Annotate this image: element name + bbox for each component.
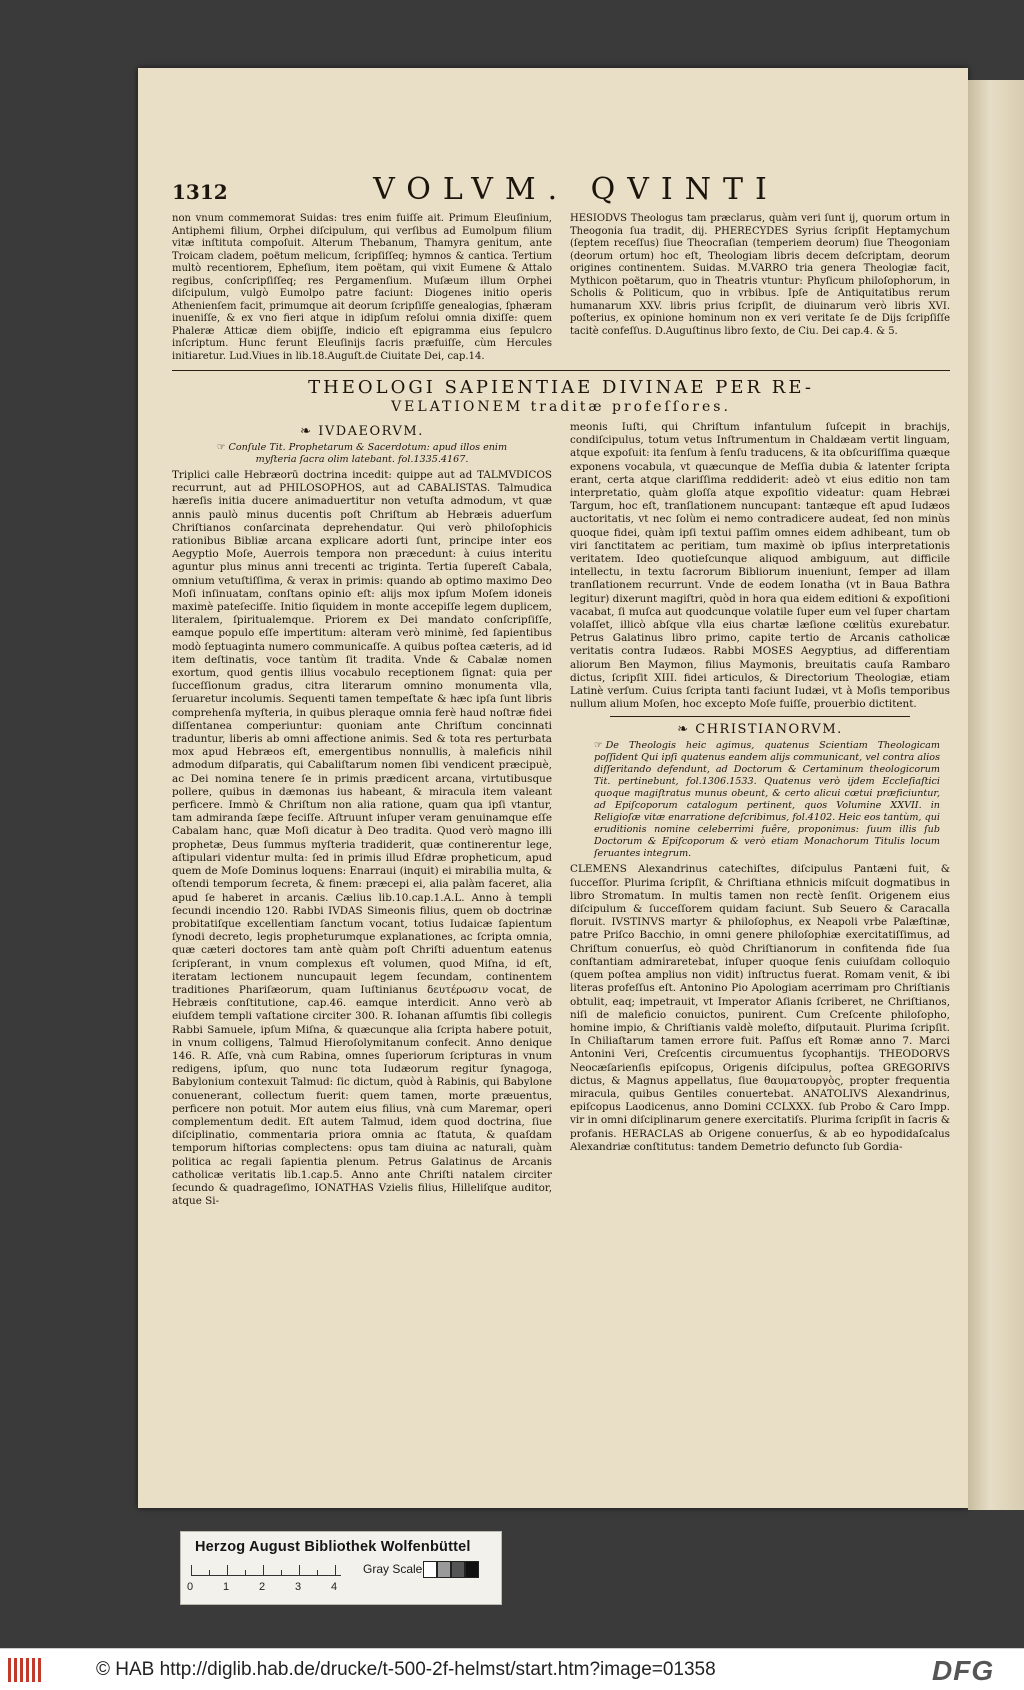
ruler-tick	[209, 1570, 210, 1575]
short-divider	[610, 716, 910, 717]
viewer-footer	[0, 1648, 1024, 1690]
right-column	[570, 421, 950, 1209]
main-heading-sub: VELATIONEM traditæ profeſſores.	[391, 399, 731, 415]
page-content	[172, 172, 950, 1209]
ruler-tick	[281, 1570, 282, 1575]
ruler-number: 4	[331, 1581, 338, 1593]
library-scan-label	[180, 1531, 502, 1605]
gray-swatch	[465, 1561, 479, 1578]
right-body-top-text: meonis Iuſti, qui Chriſtum infantulum ſuſcepit in brachijs, condiſcipulus, totum vetus Inſtrumentum in Chaldæam vertit linguam, atque expoſuit: ita ſenſum à ſenſu traducens, & ita obſcuriſſima quæque exponens vocabula, vt quæcunque de Meſſia dubia & latenter ſcripta erant, certa atque clariſſima reddiderit: adeò vt eius editio non tam interpretatio, quàm gloſſa atque expoſitio videatur: quam Hebræi Targum, hoc eſt, tranſlationem nuncupant: tantæque eſt apud Iudæos auctoritatis, vt nec ſolùm ei nemo contradicere audeat, ſed non minùs quoque fidei, quàm ipſi textui paſſim omnes eidem adhibeant, tum ob viri ſanctitatem ac peritiam, tum maximè ob ipſius interpretationis veritatem. Ideo quotieſcunque aliquod ambiguum, aut difficile intellectu, in textu ſacrorum Bibliorum inueniunt, ſemper ad illam tranſlationem recurrunt. Vnde de eodem Ionatha (vt in Baua Bathra legitur) dixerunt magiſtri, quòd in hora qua eidem editioni & expoſitioni vacabat, ſi muſca aut quodcunque volatile ſuper eum vel ſuper chartam volaſſet, illicò abſque vlla eius chartæ læſione cœlitùs exurebatur. Petrus Galatinus libro primo, capite tertio de Arcanis catholicæ veritatis contra Iudæos. Rabbi MOSES Aegyptius, ad differentiam aliorum Ben Maymon, filius Maymonis, breuitatis cauſa Rambaro dictus, ſcripſit XIII. fidei articulos, & Directorium Theologiæ, etiam Latinè verſum. Cuius ſcripta tanti faciunt Iudæi, vt à Moſis temporibus nullum alium Moſen, hoc excepto Moſe fuiſſe, prouerbio dictitent.	[570, 421, 950, 711]
ruler-number: 2	[259, 1581, 266, 1593]
gray-swatch	[451, 1561, 465, 1578]
library-name: Herzog August Bibliothek Wolfenbüttel	[195, 1539, 471, 1555]
top-right-text: HESIODVS Theologus tam præclarus, quàm veri ſunt ij, quorum ortum in Theogonia ſua tradit, dij. PHERECYDES Syrius ſcripſit Heptamychum (ſeptem receſſus) ſiue Theocraſian (temperiem deorum) ſiue Theogoniam (deorum ortum) hoc eſt, Theologiam libris decem deſcriptam, deorum origines continentem. Suidas. M.VARRO tria genera Theologiæ facit, Mythicon poëtarum, quo in Theatris vtuntur: Phyſicum philoſophorum, in Scholis & Politicum, quo in vrbibus. Ipſe de Antiquitatibus rerum humanarum XXV. libris prius ſcripſit, de diuinarum verò libris XVI. poſterius, ex opinione hominum non ex veri veritate ſe de Dijs ſcripſiſſe tacitè confeſſus. D.Auguſtinus libro ſexto, de Ciu. Dei cap.4. & 5.	[570, 213, 950, 337]
main-heading: THEOLOGI SAPIENTIAE DIVINAE PER RE-	[308, 377, 814, 398]
footer-copyright	[96, 1659, 716, 1681]
ruler-tick	[191, 1565, 192, 1575]
section-divider	[172, 370, 950, 371]
ruler-number: 1	[223, 1581, 230, 1593]
ruler-tick	[245, 1570, 246, 1575]
fleuron-icon: ❧	[300, 424, 319, 439]
ruler-tick	[227, 1565, 228, 1575]
gray-scale-label: Gray Scale	[363, 1562, 423, 1576]
running-head	[172, 172, 950, 207]
top-right-column	[570, 213, 950, 364]
source-link[interactable]: © HAB http://diglib.hab.de/drucke/t-500-2f-helmst/start.htm?image=01358	[96, 1659, 716, 1680]
top-columns	[172, 213, 950, 364]
ruler-tick	[335, 1565, 336, 1575]
next-page-edge	[968, 80, 1024, 1510]
scale-ruler	[191, 1566, 341, 1576]
fleuron-icon: ❧	[677, 722, 696, 738]
top-left-column	[172, 213, 552, 364]
volume-title: VOLVM. QVINTI	[373, 172, 779, 207]
pointing-hand-icon: ☞	[216, 442, 226, 453]
ruler-tick	[317, 1570, 318, 1575]
left-column	[172, 421, 552, 1209]
note-christianorum: ☞ De Theologis heic agimus, quatenus Scientiam Theologicam poſſident Qui ipſi quatenus eandem alijs communicant, vel contra alios diſſeritando defendunt, ad Doctorum & Certaminum theologicorum Tit. pertinebunt, fol.1306.1533. Quatenus verò ijdem Eccleſiaſtici quoque magiſtratus munus obeunt, & certo alicui cœtui præficiuntur, ad Epiſcoporum catalogum pertinent, quos Volumine XXVII. in Religioſæ vitæ enarratione deſcribimus, fol.4102. Heic eos tantùm, qui eruditionis nomine celeberrimi fuêre, proponimus: ſuum illis ſub Doctorum & Epiſcoporum & verò etiam Monachorum Titulis locum ſeruantes integrum.	[594, 740, 940, 860]
ruler-number: 0	[187, 1581, 194, 1593]
top-left-text: non vnum commemorat Suidas: tres enim fuiſſe ait. Primum Eleuſinium, Antiphemi filium, Orphei diſcipulum, qui verſibus ad Eumolpum filium vitæ inſtituta compoſuit. Alterum Thebanum, Thamyra genitum, ante Troicam cladem, poëtum melicum, ſcripſiſſeq; hymnos & cantica. Tertium multò recentiorem, Epheſium, item poëtam, qui vixit Eumene & Attalo regibus, conſcripſiſſeq; res Pergamenſium. Muſæum illum Orphei diſcipulum, vulgò Eumolpo patre faciunt: Diogenes initio operis Athenienſem facit, primumque ait deorum ſcripſiſſe genealogias, ſphæram inueniſſe, & ex vno fieri atque in idipſum reſolui omnia dixiſſe: quem Phaleræ Atticæ diem obijſſe, indicio eſt epigramma eius ſepulcro inſcriptum. Hunc ferunt Eleuſinijs ſacris præfuiſſe, cùm Hercules initiaretur. Lud.Viues in lib.18.Auguſt.de Ciuitate Dei, cap.14.	[172, 213, 552, 362]
dfg-logo: DFG	[932, 1655, 995, 1686]
section-judaeorum: ❧ IVDAEORVM.	[300, 424, 424, 439]
main-columns	[172, 421, 950, 1209]
note-judaeorum: ☞ Conſule Tit. Prophetarum & Sacerdotum: apud illos enim myſteria ſacra olim latebant. fol.1335.4167.	[216, 442, 508, 465]
ruler-number: 3	[295, 1581, 302, 1593]
left-body-text: Triplici calle Hebræorū doctrina incedit: quippe aut ad TALMVDICOS recurrunt, aut ad PHILOSOPHOS, aut ad CABALISTAS. Talmudica hæreſis initia ducere animaduertitur non vetuſta admodum, vt quæ annis paulò minus ducentis poſt Chriſtum ab Hebræis aduerſum Chriſtianos conſarcinata deprehendatur. Qui verò philoſophicis rationibus Bibliæ arcana explicare adorti ſunt, principe inter eos Aegyptio Moſe, Auerrois tempora non præcedunt: à cuius interitu aguntur plus minus anni trecenti ac triginta. Tertia ſupereſt Cabala, omnium vetuſtiſſima, & verax in primis: quando ab optimo maximo Deo Moſi inſinuatam, conſtans opinio eſt: alijs mox ipſum Moſem idoneis maximè pateſeciſſe. Initio ſiquidem in monte accepiſſe legem duplicem, literalem, ſpiritualemque. Priorem ex Dei mandato conſcripſiſſe, eamque populo eſſe impertitum: alteram verò minimè, ſed ſapientibus modò ſeptuaginta numero communicaſſe. A quibus poſtea cæteris, ad id item deſtinatis, voce tantùm ſit tradita. Vnde & Cabalæ nomen exortum, quod gentis illius vocabulo receptionem ſignat: quia per ſucceſſionum gradus, citra literarum omnino monumenta vlla, ſeruaretur incolumis. Sequenti tamen tempeſtate & hæc ipſa ſunt libris comprehenſa myſteria, in quibus pleraque omnia ferè haud noſtræ fidei diſſentanea comperiuntur: quoniam ante Chriſtum concinnati traduntur, liberis ab omni affectione animis. Sed & tota res perturbata mox apud Hebræos eſt, emergentibus nonnullis, à maleficis nihil admodum diſparatis, qui Cabaliſtarum nomen ſibi vendicent præcipuè, ac Dei nomina tenere ſe in primis prædicent arcana, virtutibusque pollere, quibus in dæmonas ius habeant, & miracula item valeant perficere. Immò & Chriſtum non alia ratione, quam qua ipſi vtantur, tam admiranda ſæpe feciſſe. Aſtruunt inſuper veram genuinamque eſſe Cabalam hanc, quæ Moſi dicatur à Deo tradita. Quod verò magno illi prophetæ, Deus ſummus myſteria tradiderit, quæ continerentur lege, aſtipulari videntur multa: ſed in primis illud Eſdræ propheticum, apud quem de Moſe Dominus loquens: Enarraui (inquit) ei mirabilia multa, & oſtendi temporum ſecreta, & finem: præcepi ei, alia palàm faceret, alia apud ſe haberet in arcanis. Cælius lib.10.cap.1.A.L. Anno à templi ſecundi incendio 120. Rabbi IVDAS Simeonis filius, quem ob doctrinæ probitatiſque excellentiam ſanctum vocant, totius Iudaicæ ſapientum ſynodi decreto, legis propheturumque explanationes, ac ſcripta omnia, quæ cæteri doctores tam antè quàm poſt Chriſti aduentum eatenus ſcripſerant, in vnum complexus eſt volumen, quod Miſna, id eſt, iteratam lectionem nuncupauit legem ſecundam, continentem traditiones Phariſæorum, quam Iuſtinianus δευτέρωσιν vocat, de Hebræis conſtitutione, cap.46. eamque interdicit. Anno verò ab eiuſdem templi vaſtatione circiter 300. R. Iohanan aſſumtis ſibi collegis Rabbi Samuele, ipſum Miſna, & quæcunque alia ſcripta habere potuit, in vnum colligens, Talmud Hieroſolymitanum confecit. Anno denique 146. R. Aſſe, vnà cum Rabina, omnes ſuperiorum ſcripturas in vnum redigens, ipſum, quo nunc tota Iudæorum regitur ſynagoga, Babylonium contexuit Talmud: ſic dictum, quòd à Rabinis, qui Babylone conuenerant, collectum fuerit: quem tamen, morte præuentus, perficere non potuit. Mor autem eius filius, vnà cum Maremar, operi complementum dedit. Eſt autem Talmud, idem quod doctrina, ſiue diſciplinatio, commentaria priora omnia ac ſtatuta, & quaſdam temporum hiſtorias complectens: opus tam diuina ac naturali, quàm politica ac regali ſapientia plenum. Petrus Galatinus de Arcanis catholicæ veritatis lib.1.cap.5. Anno ante Chriſti natalem circiter ſecundo & quadrageſimo, IONATHAS Vzielis filius, Hilleliſque auditor, atque Si-	[172, 469, 552, 1208]
gray-swatch	[423, 1561, 437, 1578]
pointing-hand-icon: ☞	[594, 740, 603, 752]
page-number: 1312	[172, 180, 228, 204]
ruler-tick	[263, 1565, 264, 1575]
right-body-bottom-text: CLEMENS Alexandrinus catechiſtes, diſcipulus Pantæni fuit, & ſucceſſor. Plurima ſcripſit, & Chriſtiana ethnicis miſcuit dogmatibus in libro Stromatum. In multis tamen non rectè ſenſit. Origenem eius diſcipulum & ſucceſſorem quidam faciunt. Sub Seuero & Caracalla floruit. IVSTINVS martyr & philoſophus, ex Neapoli vrbe Palæſtinæ, patre Priſco Bacchio, in omni genere philoſophiæ exercitatiſſimus, ad Chriſtum conuerſus, eò quòd Chriſtianorum in confitenda fide ſua conſtantiam admiraretebat, inſuper quoque ſenis cuiuſdam colloquio (quem poſtea amplius non vidit) inſtructus fuerat. Romam venit, & ibi literas profeſſus eſt. Antonino Pio Apologiam acerrimam pro Chriſtianis obtulit, eaq; impetrauit, vt Imperator Aſianis ſcriberet, ne Chriſtianos, niſi de maleficio conuictos, punirent. Cum Creſcente philoſopho, homine impio, & Chriſtianis valdè moleſto, diſputauit. Plurima ſcripſit. In Chiliaſtarum tamen errore fuit. Paſſus eſt Romæ anno 7. Marci Antonini Veri, Creſcentis circumuentus ſycophantijs. THEODORVS Neocæſarienſis epiſcopus, Origenis diſcipulus, poſtea GREGORIVS dictus, & Magnus appellatus, ſiue θαυματουργὸς, propter frequentia miracula, quibus Gentiles conuertebat. ANATOLIVS Alexandrinus, epiſcopus Laodicenus, anno Domini CCLXXX. ſub Probo & Caro Impp. vir in omni diſciplinarum genere exercitatiſs. Plurima ſcripſit in ſacris & profanis. HERACLAS ab Origene conuerſus, & ab eo hypodidaſcalus Alexandriæ conſtitutus: tandem Demetrio defuncto ſub Gordia-	[570, 863, 950, 1153]
section-christianorum: ❧ CHRISTIANORVM.	[677, 722, 843, 738]
hab-logo-icon	[8, 1658, 44, 1682]
ruler-tick	[299, 1565, 300, 1575]
gray-swatch	[437, 1561, 451, 1578]
